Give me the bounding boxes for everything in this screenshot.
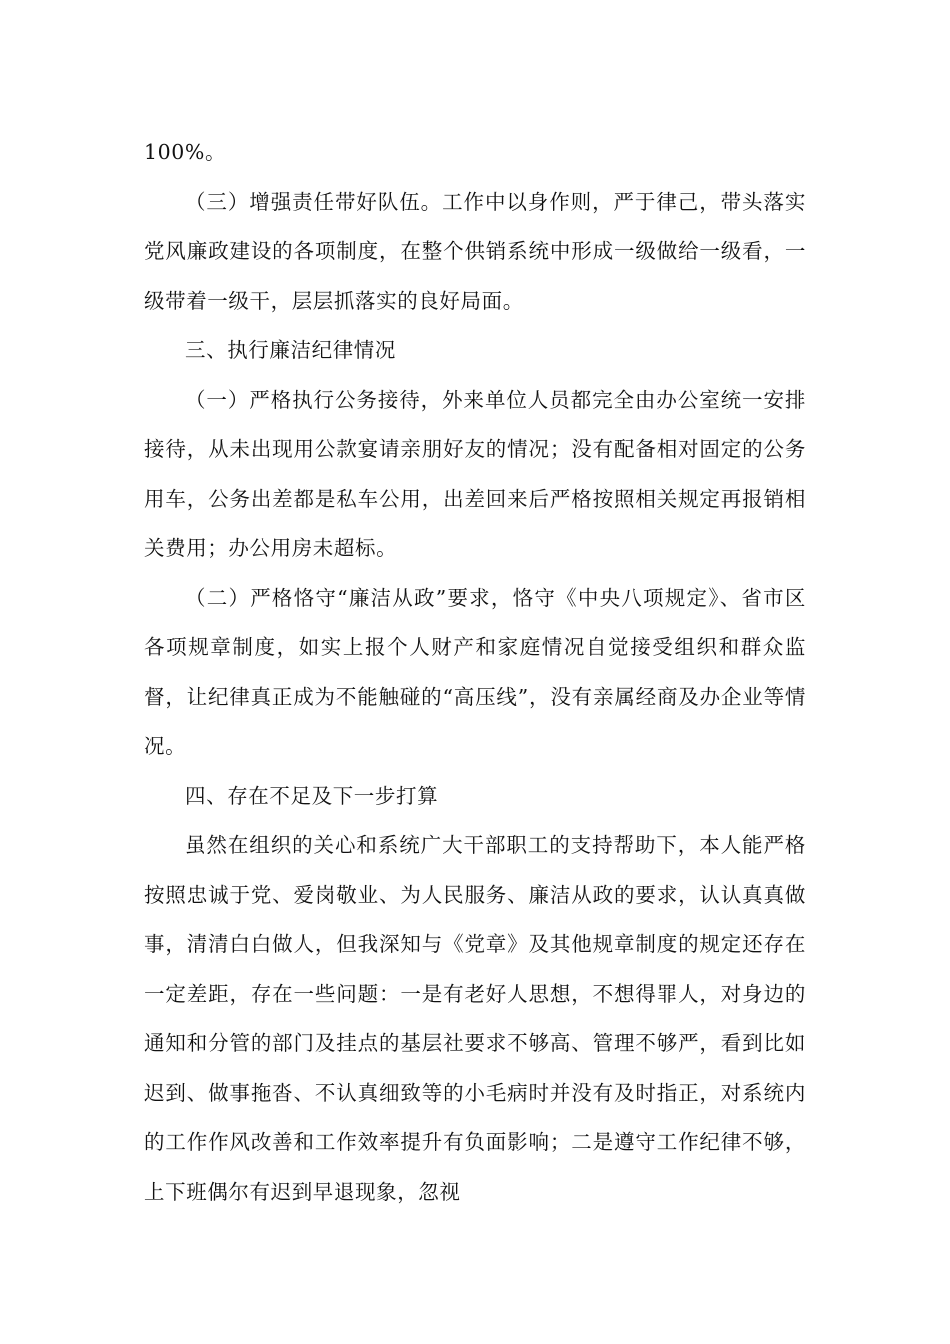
paragraph-shortcomings-detail: 虽然在组织的关心和系统广大干部职工的支持帮助下，本人能严格按照忠诚于党、爱岗敬业、为人民服务、廉洁从政的要求，认认真真做事，清清白白做人，但我深知与《党章》及其他规章制度的规定还存在一定差距，存在一些问题：一是有老好人思想，不想得罪人，对身边的通知和分管的部门及挂点的基层社要求不够高、管理不够严，看到比如迟到、做事拖沓、不认真细致等的小毛病时并没有及时指正，对系统内的工作作风改善和工作效率提升有负面影响；二是遵守工作纪律不够，上下班偶尔有迟到早退现象，忽视 bbox=[144, 833, 806, 1204]
paragraph-continuation: 100%。 bbox=[144, 140, 227, 164]
section-heading-discipline: 三、执行廉洁纪律情况 bbox=[185, 338, 396, 362]
section-heading-shortcomings: 四、存在不足及下一步打算 bbox=[185, 783, 439, 808]
paragraph-strengthen-responsibility: （三）增强责任带好队伍。工作中以身作则，严于律己，带头落实党风廉政建设的各项制度，在整个供销系统中形成一级做给一级看，一级带着一级干，层层抓落实的良好局面。 bbox=[144, 189, 806, 313]
paragraph-integrity-requirements: （二）严格恪守“廉洁从政”要求，恪守《中央八项规定》、省市区各项规章制度，如实上报个人财产和家庭情况自觉接受组织和群众监督，让纪律真正成为不能触碰的“高压线”，没有亲属经商及办企业等情况。 bbox=[144, 585, 806, 758]
paragraph-official-reception: （一）严格执行公务接待，外来单位人员都完全由办公室统一安排接待，从未出现用公款宴请亲朋好友的情况；没有配备相对固定的公务用车，公务出差都是私车公用，出差回来后严格按照相关规定再报销相关费用；办公用房未超标。 bbox=[144, 387, 806, 560]
document-body bbox=[144, 128, 806, 1217]
